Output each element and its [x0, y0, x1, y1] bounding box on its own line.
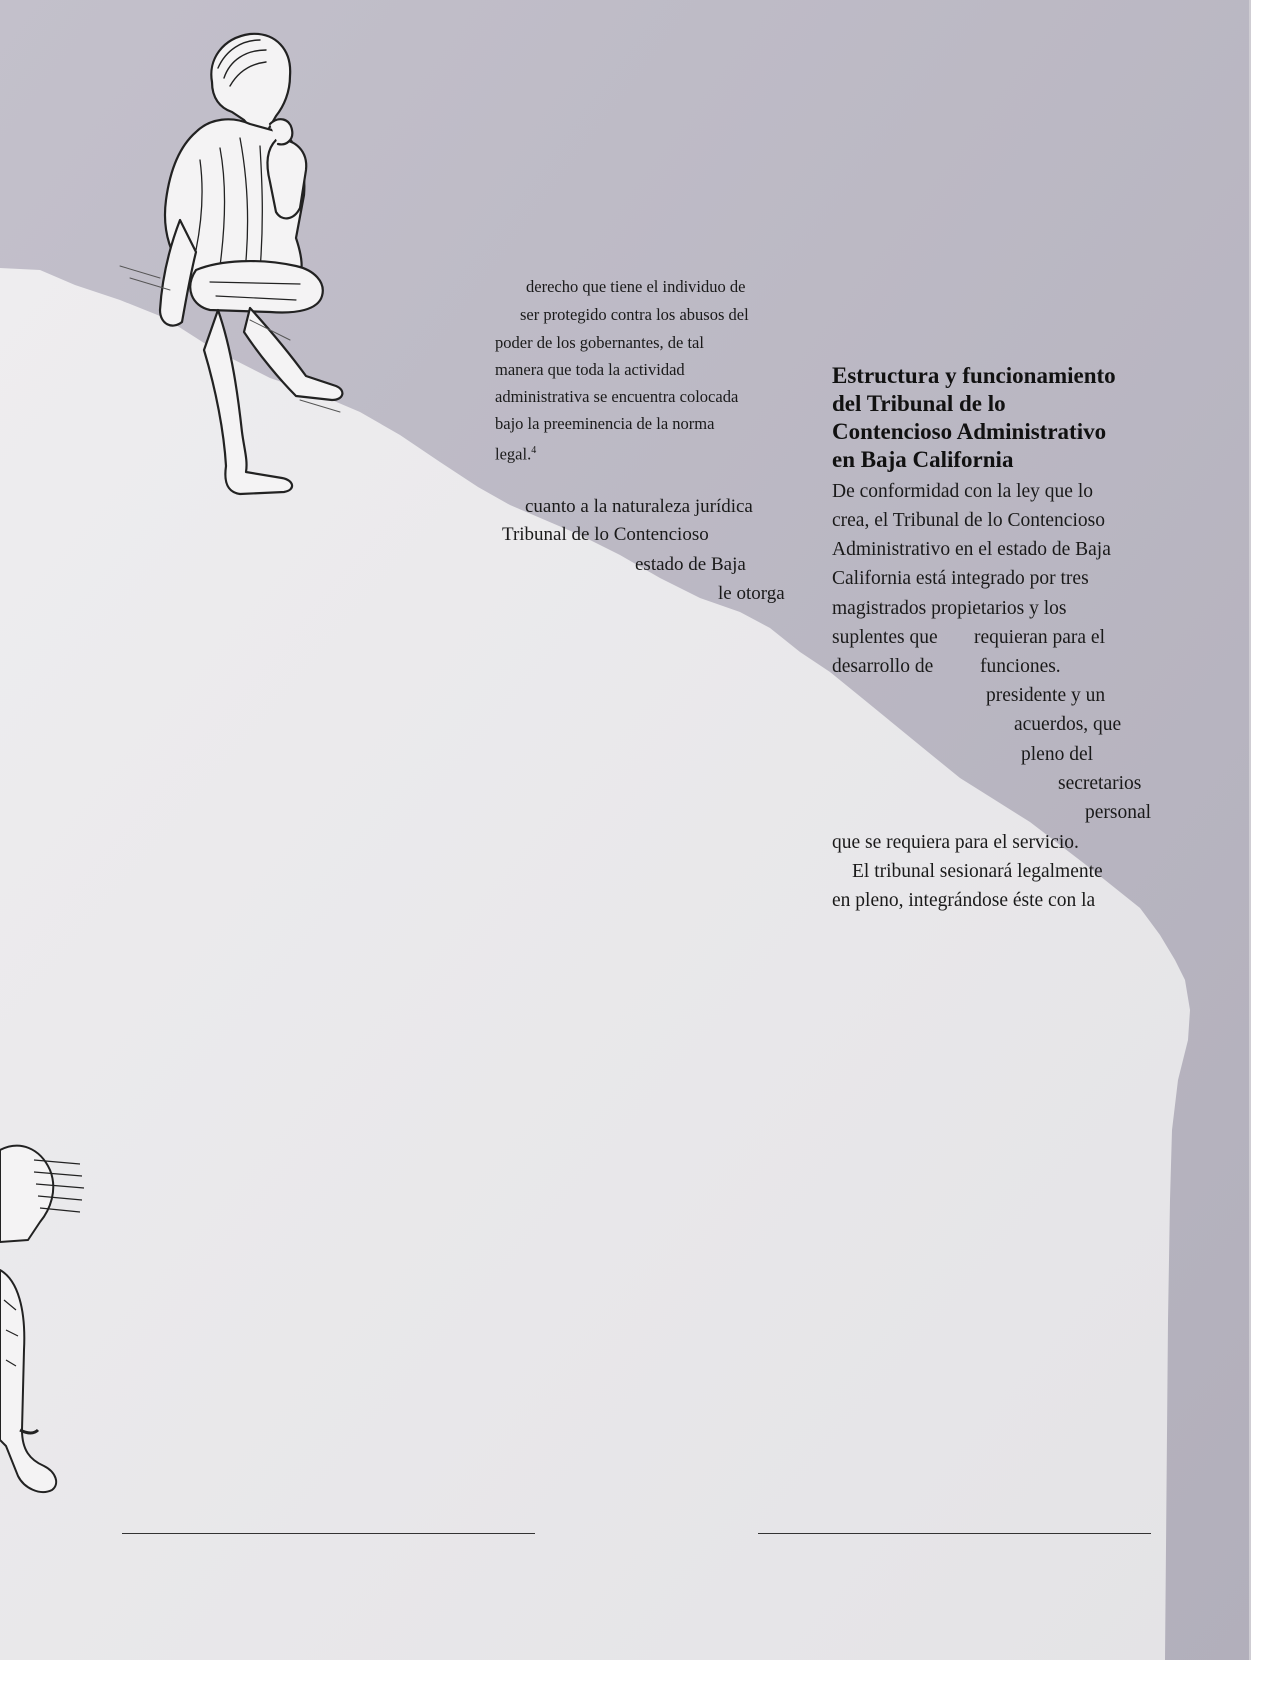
text-line: De conformidad con la ley que lo [832, 481, 1093, 502]
text-line: cuanto a la naturaleza jurídica [525, 496, 753, 517]
text-line: funciones. [980, 656, 1061, 677]
text-line: presidente y un [986, 685, 1106, 706]
partial-figure-illustration [0, 1130, 90, 1510]
text-line: bajo la preeminencia de la norma [495, 414, 715, 433]
text-line: poder de los gobernantes, de tal [495, 333, 704, 352]
heading-line: del Tribunal de lo [832, 391, 1006, 416]
text-line: secretarios [1058, 773, 1142, 794]
text-line: acuerdos, que [1014, 714, 1122, 735]
text-line: le otorga [718, 583, 785, 604]
text-line: crea, el Tribunal de lo Contencioso [832, 510, 1105, 531]
text-line: suplentes que [832, 627, 938, 648]
text-line: Tribunal de lo Contencioso [502, 524, 709, 545]
text-line: pleno del [1021, 744, 1094, 765]
text-line: El tribunal sesionará legalmente [852, 861, 1103, 882]
heading-line: Contencioso Administrativo [832, 419, 1107, 444]
text-line: legal.$^4$ [495, 444, 537, 464]
text-line: administrativa se encuentra colocada [495, 387, 739, 406]
text-line: desarrollo de [832, 656, 934, 677]
text-line: ser protegido contra los abusos del [520, 305, 749, 324]
text-line: personal [1085, 802, 1152, 823]
text-line: requieran para el [974, 627, 1105, 648]
text-line: manera que toda la actividad [495, 360, 685, 379]
text-line: magistrados propietarios y los [832, 598, 1067, 619]
text-line: que se requiera para el servicio. [832, 832, 1079, 853]
text-line: California está integrado por tres [832, 568, 1089, 589]
footer-rule-left [122, 1533, 535, 1534]
text-line: Administrativo en el estado de Baja [832, 539, 1111, 560]
text-line: derecho que tiene el individuo de [526, 277, 746, 296]
footer-rule-right [758, 1533, 1151, 1534]
text-line: estado de Baja [635, 554, 746, 575]
seated-man-illustration [100, 20, 380, 530]
footnote-reference: 4 [531, 445, 537, 456]
text-line: en pleno, integrándose éste con la [832, 890, 1096, 911]
heading-line: Estructura y funcionamiento [832, 363, 1116, 388]
heading-line: en Baja California [832, 447, 1014, 472]
